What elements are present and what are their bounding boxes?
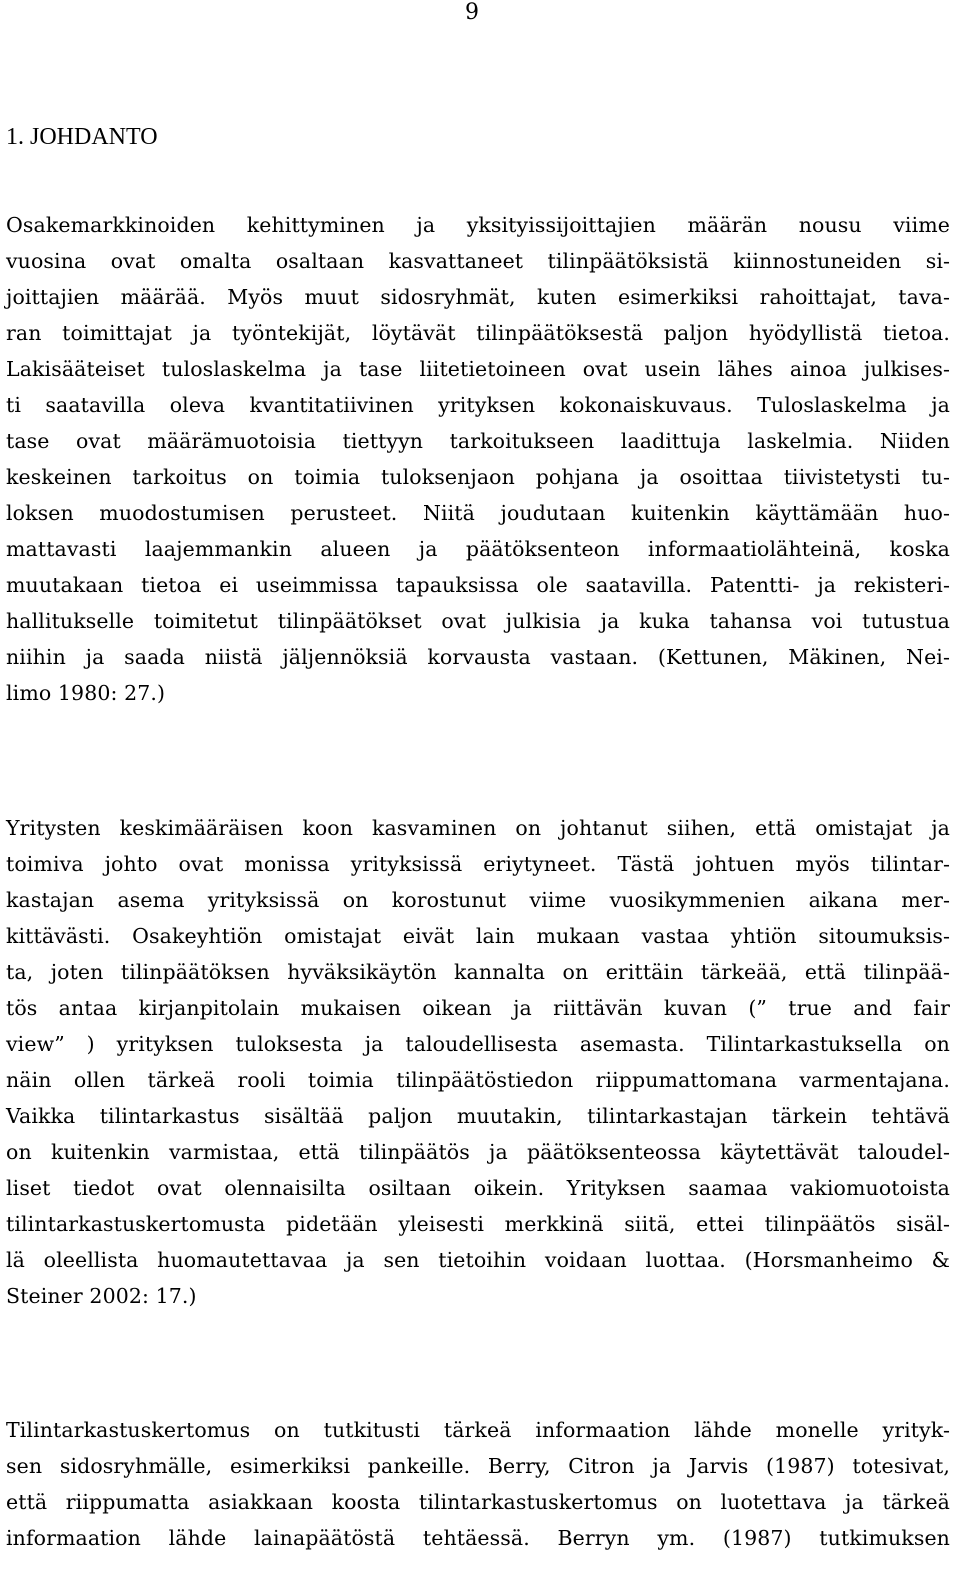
text-line: että riippumatta asiakkaan koosta tilintarkastuskertomus on luotettava ja tärkeä — [6, 1490, 950, 1514]
text-line: ran toimittajat ja työntekijät, löytävät tilinpäätöksestä paljon hyödyllistä tietoa. — [6, 321, 950, 345]
text-line: Lakisääteiset tuloslaskelma ja tase liitetietoineen ovat usein lähes ainoa julkises- — [6, 357, 950, 381]
text-line: vuosina ovat omalta osaltaan kasvattaneet tilinpäätöksistä kiinnostuneiden si- — [6, 249, 950, 273]
text-line: tase ovat määrämuotoisia tiettyyn tarkoitukseen laadittuja laskelmia. Niiden — [6, 429, 950, 453]
paragraph — [6, 1412, 950, 1556]
text-line: mattavasti laajemmankin alueen ja päätöksenteon informaatiolähteinä, koska — [6, 537, 950, 561]
text-line: kastajan asema yrityksissä on korostunut viime vuosikymmenien aikana mer- — [6, 888, 950, 912]
text-line: view” ) yrityksen tuloksesta ja taloudellisesta asemasta. Tilintarkastuksella on — [6, 1032, 950, 1056]
text-line: hallitukselle toimitetut tilinpäätökset ovat julkisia ja kuka tahansa voi tutustua — [6, 609, 950, 633]
text-line: tilintarkastuskertomusta pidetään yleisesti merkkinä siitä, ettei tilinpäätös sisäl- — [6, 1212, 950, 1236]
section-heading: 1. JOHDANTO — [6, 124, 158, 150]
text-line: on kuitenkin varmistaa, että tilinpäätös ja päätöksenteossa käytettävät taloudel- — [6, 1140, 950, 1164]
text-line: informaation lähde lainapäätöstä tehtäessä. Berryn ym. (1987) tutkimuksen — [6, 1526, 950, 1550]
text-line: loksen muodostumisen perusteet. Niitä joudutaan kuitenkin käyttämään huo- — [6, 501, 950, 525]
text-line: ti saatavilla oleva kvantitatiivinen yrityksen kokonaiskuvaus. Tuloslaskelma ja — [6, 393, 950, 417]
page-number: 9 — [465, 0, 479, 25]
text-line: Steiner 2002: 17.) — [6, 1284, 197, 1308]
text-line: sen sidosryhmälle, esimerkiksi pankeille. Berry, Citron ja Jarvis (1987) totesivat, — [6, 1454, 950, 1478]
text-line: limo 1980: 27.) — [6, 681, 166, 705]
text-line: näin ollen tärkeä rooli toimia tilinpäätöstiedon riippumattomana varmentajana. — [6, 1068, 950, 1092]
text-line: keskeinen tarkoitus on toimia tuloksenjaon pohjana ja osoittaa tiivistetysti tu- — [6, 465, 950, 489]
text-line: Osakemarkkinoiden kehittyminen ja yksityissijoittajien määrän nousu viime — [6, 213, 950, 237]
paragraph — [6, 810, 950, 1314]
text-line: Yritysten keskimääräisen koon kasvaminen on johtanut siihen, että omistajat ja — [6, 816, 950, 840]
text-line: Vaikka tilintarkastus sisältää paljon muutakin, tilintarkastajan tärkein tehtävä — [6, 1104, 950, 1128]
text-line: Tilintarkastuskertomus on tutkitusti tärkeä informaation lähde monelle yrityk- — [6, 1418, 950, 1442]
text-line: tös antaa kirjanpitolain mukaisen oikean ja riittävän kuvan (” true and fair — [6, 996, 950, 1020]
paragraph — [6, 207, 950, 711]
text-line: muutakaan tietoa ei useimmissa tapauksissa ole saatavilla. Patentti- ja rekisteri- — [6, 573, 950, 597]
text-line: kittävästi. Osakeyhtiön omistajat eivät lain mukaan vastaa yhtiön sitoumuksis- — [6, 924, 950, 948]
text-line: liset tiedot ovat olennaisilta osiltaan oikein. Yrityksen saamaa vakiomuotoista — [6, 1176, 950, 1200]
text-line: toimiva johto ovat monissa yrityksissä eriytyneet. Tästä johtuen myös tilintar- — [6, 852, 950, 876]
text-line: niihin ja saada niistä jäljennöksiä korvausta vastaan. (Kettunen, Mäkinen, Nei- — [6, 645, 950, 669]
text-line: ta, joten tilinpäätöksen hyväksikäytön kannalta on erittäin tärkeää, että tilinpää- — [6, 960, 950, 984]
text-line: lä oleellista huomautettavaa ja sen tietoihin voidaan luottaa. (Horsmanheimo & — [6, 1248, 950, 1272]
text-line: joittajien määrää. Myös muut sidosryhmät, kuten esimerkiksi rahoittajat, tava- — [6, 285, 950, 309]
